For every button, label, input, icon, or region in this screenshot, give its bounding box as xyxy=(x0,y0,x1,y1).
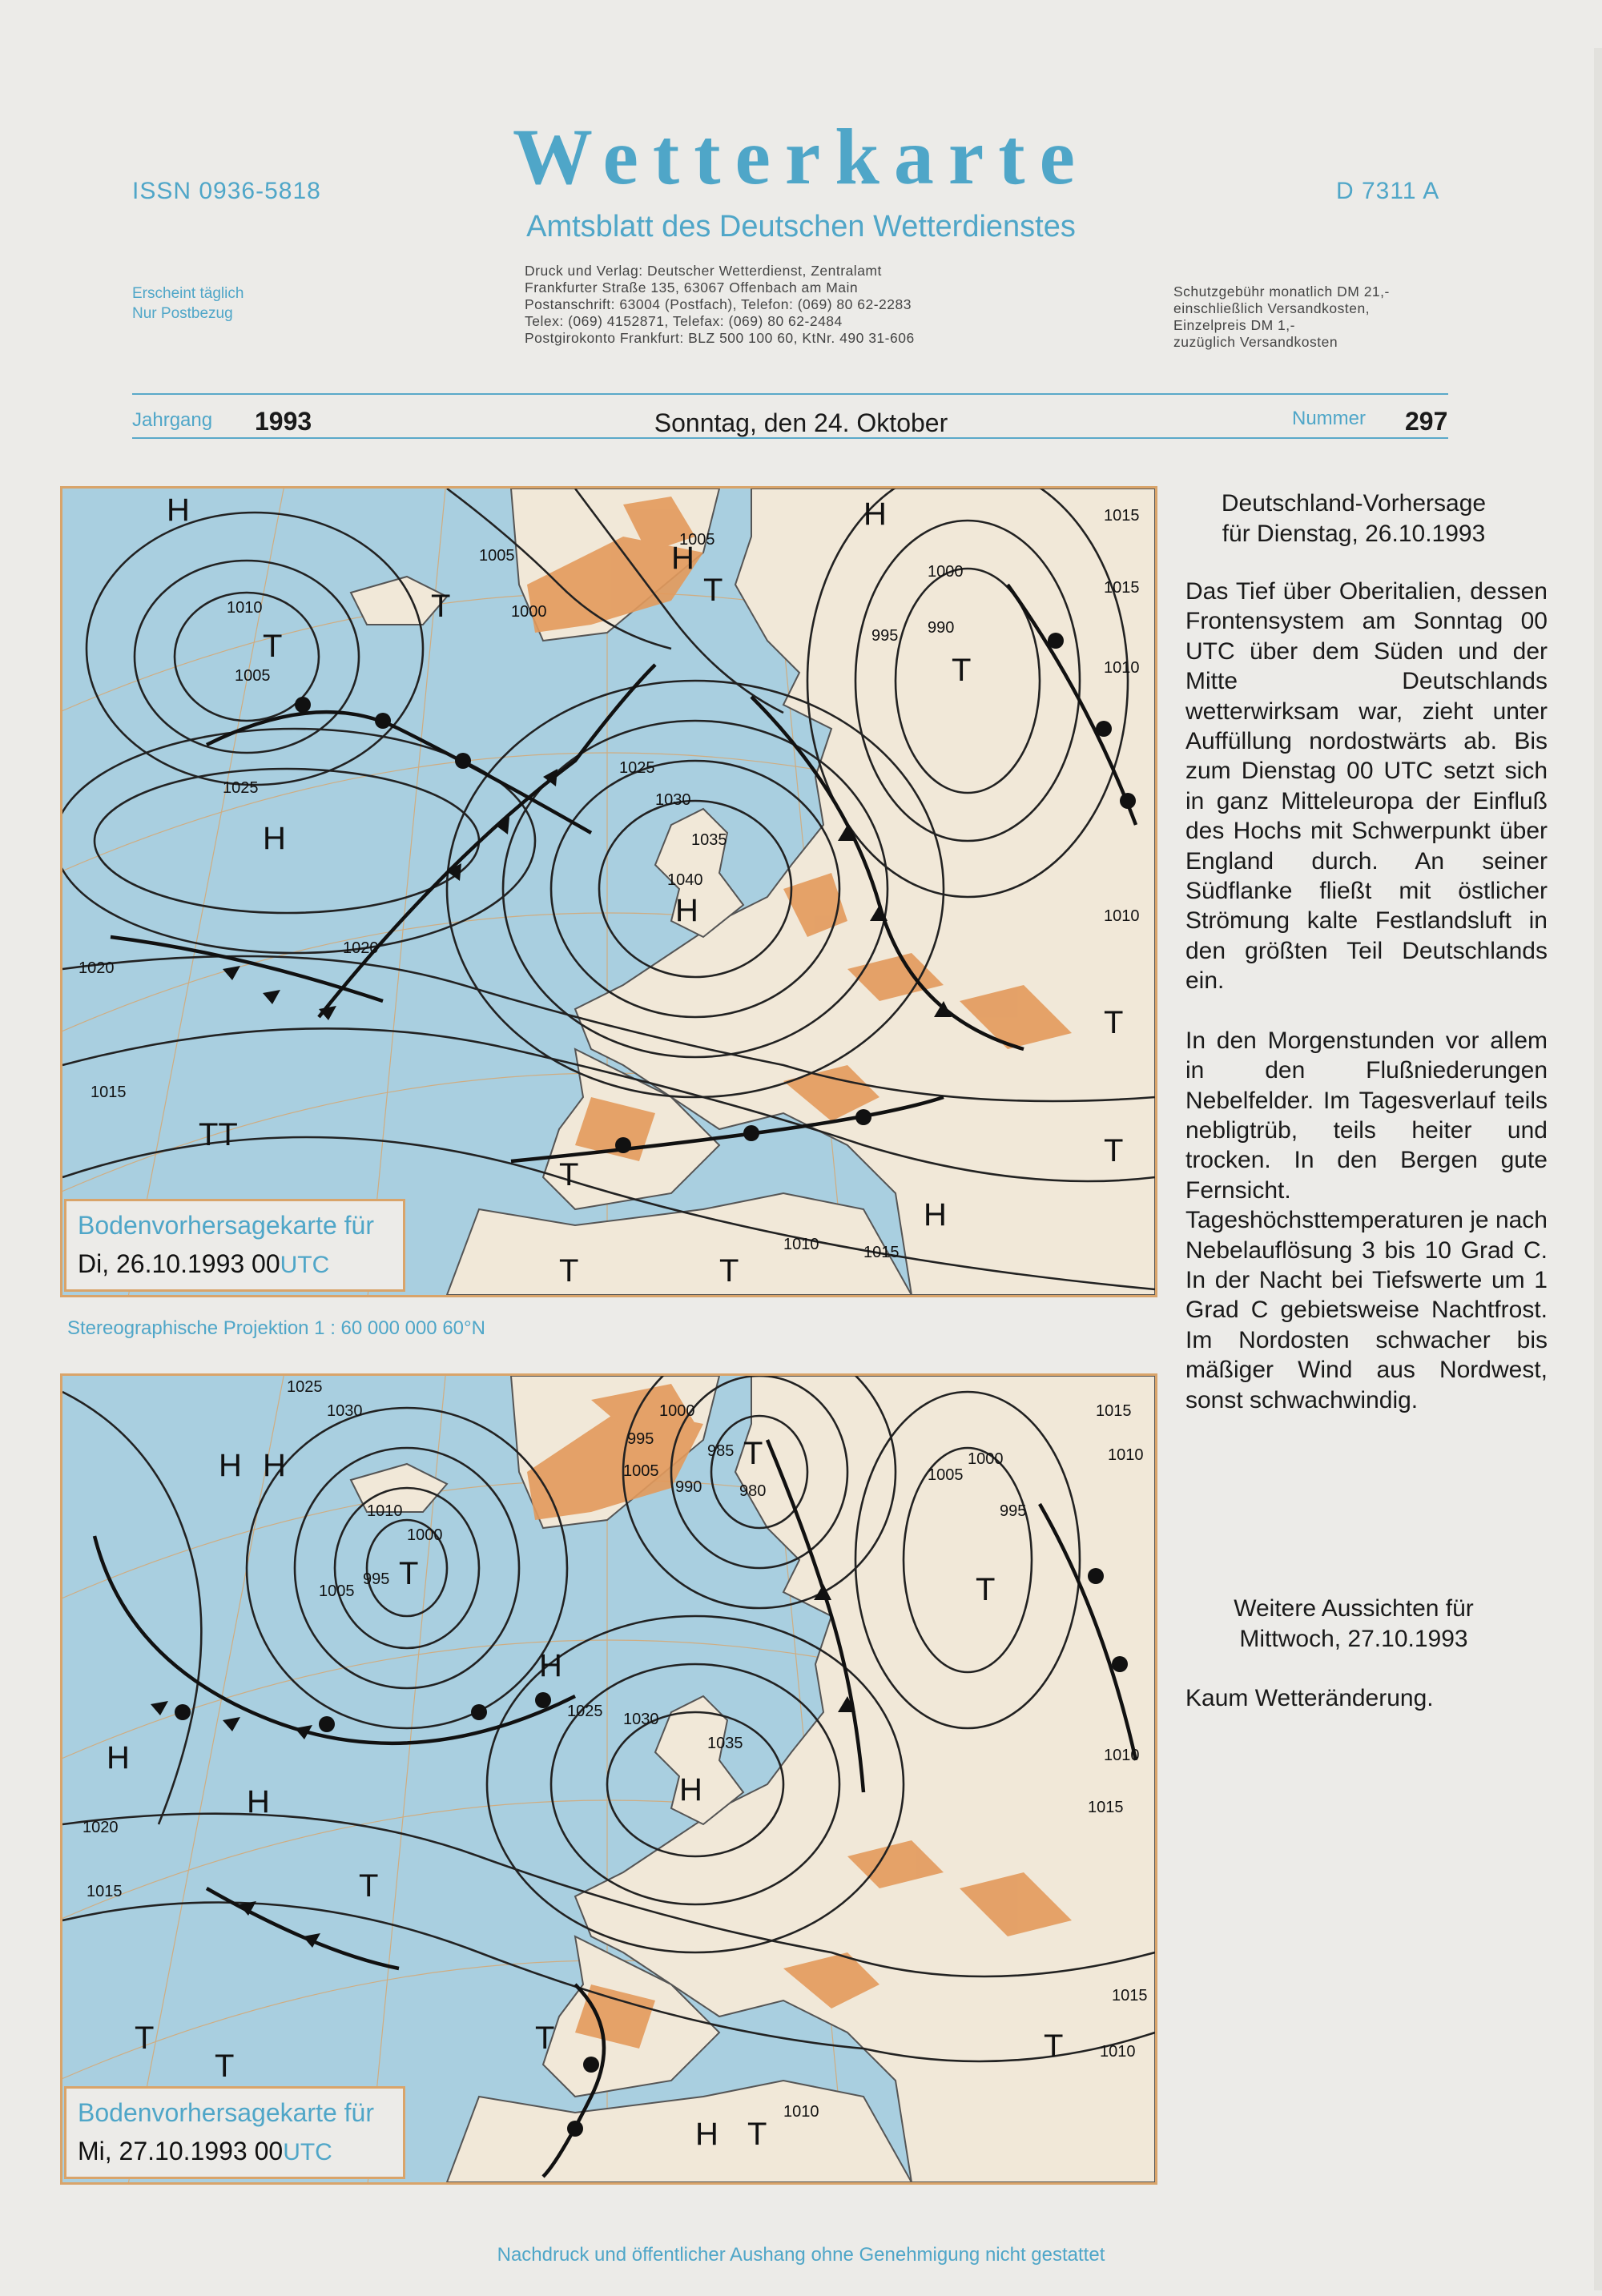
isobar-value: 1035 xyxy=(691,831,727,849)
caption-date-line xyxy=(78,2132,392,2172)
outlook-heading-line: Mittwoch, 27.10.1993 xyxy=(1239,1626,1468,1652)
isobar-value: 1015 xyxy=(91,1084,127,1101)
isobar-value: 1000 xyxy=(968,1450,1004,1468)
isobar-value: 1015 xyxy=(87,1883,123,1900)
low-label: T xyxy=(263,629,283,664)
caption-utc: UTC xyxy=(280,1252,330,1278)
publisher-line: Frankfurter Straße 135, 63067 Offenbach am Main xyxy=(525,279,859,296)
caption-date-line xyxy=(78,1245,392,1285)
isobar-value: 1020 xyxy=(343,939,379,957)
high-label: H xyxy=(675,893,698,928)
forecast-text xyxy=(1185,577,1548,1445)
year-value: 1993 xyxy=(255,407,312,436)
isobar-value: 1000 xyxy=(407,1526,443,1544)
high-label: H xyxy=(924,1197,947,1232)
low-label: T xyxy=(976,1572,996,1607)
fee-line: Einzelpreis DM 1,- xyxy=(1173,317,1295,333)
high-label: H xyxy=(679,1772,702,1807)
isobar-value: 1015 xyxy=(863,1244,900,1261)
high-label: H xyxy=(263,821,286,856)
isobar-value: 1010 xyxy=(783,2103,819,2121)
caption-date: Mi, 27.10.1993 00 xyxy=(78,2137,284,2165)
isobar-value: 1015 xyxy=(1104,579,1140,597)
low-label: T xyxy=(135,2021,155,2056)
isobar-value: 1005 xyxy=(319,1582,355,1600)
low-label: T xyxy=(1104,1133,1124,1168)
isobar-value: 1015 xyxy=(1104,507,1140,525)
isobar-value: 1025 xyxy=(287,1378,323,1396)
isobar-value: 1035 xyxy=(707,1735,743,1752)
isobar-value: 1030 xyxy=(327,1402,363,1420)
caption-title: Bodenvorhersagekarte für xyxy=(78,1211,374,1240)
isobar-value: 1005 xyxy=(235,667,271,685)
fee-block xyxy=(1173,283,1390,351)
isobar-value: 990 xyxy=(675,1478,702,1496)
isobar-value: 995 xyxy=(363,1570,390,1588)
isobar-value: 1025 xyxy=(567,1703,603,1720)
isobar-value: 1005 xyxy=(679,531,715,549)
outlook-heading xyxy=(1185,1594,1522,1655)
isobar-value: 1030 xyxy=(623,1711,659,1728)
isobar-value: 1010 xyxy=(1104,659,1140,677)
appearance-note xyxy=(132,283,244,324)
footer-notice: Nachdruck und öffentlicher Aushang ohne Genehmigung nicht gestattet xyxy=(497,2244,1105,2266)
isobar-value: 1015 xyxy=(1112,1987,1148,2004)
isobar-value: 1015 xyxy=(1096,1402,1132,1420)
isobar-value: 1010 xyxy=(1100,2043,1136,2061)
isobar-value: 1020 xyxy=(78,959,115,977)
high-label: H xyxy=(671,541,694,576)
publisher-line: Telex: (069) 4152871, Telefax: (069) 80 62-2484 xyxy=(525,313,843,329)
isobar-value: 1010 xyxy=(367,1502,403,1520)
number-label: Nummer xyxy=(1292,408,1367,429)
low-label: T xyxy=(215,2049,235,2084)
isobar-value: 985 xyxy=(707,1442,735,1460)
isobar-value: 1040 xyxy=(667,871,703,889)
header-rule-top xyxy=(132,393,1448,395)
caption-date: Di, 26.10.1993 00 xyxy=(78,1249,280,1278)
fee-line: Schutzgebühr monatlich DM 21,- xyxy=(1173,283,1390,300)
header-rule-bottom xyxy=(132,437,1448,439)
forecast-heading-line: Deutschland-Vorhersage xyxy=(1221,490,1487,517)
high-label: H xyxy=(247,1784,270,1820)
low-label: T xyxy=(559,1253,579,1289)
isobar-value: 1010 xyxy=(783,1236,819,1253)
forecast-paragraph: In den Morgenstunden vor allem in den Flußniederungen Nebelfelder. Im Tagesverlauf teils nebligtrüb, teils heiter und trocken. In den Bergen gute Fernsicht. Tageshöchsttemperaturen je nach Nebelauflösung 3 bis 10 Grad C. In der Nacht bei Tiefswerte um 1 Grad C gebietsweise Nachtfrost. Im Nordosten schwacher bis mäßiger Wind aus Nordwest, sonst schwachwindig. xyxy=(1185,1027,1548,1413)
isobar-value: 990 xyxy=(928,619,955,637)
low-label: T xyxy=(1104,1005,1124,1040)
high-label: H xyxy=(167,493,190,528)
low-label: T xyxy=(719,1253,739,1289)
projection-note: Stereographische Projektion 1 : 60 000 000 60°N xyxy=(67,1317,485,1339)
fee-line: einschließlich Versandkosten, xyxy=(1173,300,1371,316)
caption-utc: UTC xyxy=(283,2139,332,2165)
high-label: H xyxy=(539,1648,562,1683)
low-label: T xyxy=(1044,2029,1064,2064)
forecast-heading xyxy=(1185,489,1522,549)
high-label: H xyxy=(263,1448,286,1483)
document-number: D 7311 A xyxy=(1336,178,1440,204)
outlook-heading-line: Weitere Aussichten für xyxy=(1234,1595,1474,1622)
low-label: T xyxy=(359,1868,379,1904)
subtitle: Amtsblatt des Deutschen Wetterdienstes xyxy=(526,210,1076,243)
isobar-value: 1020 xyxy=(83,1819,119,1836)
isobar-value: 1025 xyxy=(619,759,655,777)
forecast-paragraph: Das Tief über Oberitalien, dessen Frontensystem am Sonntag 00 UTC über dem Süden und der Mitte Deutschlands wetterwirksam war, zieht unter Auffüllung nordostwärts ab. Bis zum Dienstag 00 UTC setzt sich in ganz Mitteleuropa der Einfluß des Hochs mit Schwerpunkt über England durch. An seiner Südflanke fließt mit östlicher Strömung kalte Festlandsluft in den größten Teil Deutschlands ein. xyxy=(1185,578,1548,995)
isobar-value: 995 xyxy=(627,1430,654,1448)
isobar-value: 980 xyxy=(739,1482,767,1500)
caption-title: Bodenvorhersagekarte für xyxy=(78,2098,374,2127)
isobar-value: 995 xyxy=(871,627,899,645)
weather-map-tuesday xyxy=(60,486,1157,1297)
high-label: H xyxy=(695,2117,718,2152)
publisher-line: Postgirokonto Frankfurt: BLZ 500 100 60, KtNr. 490 31-606 xyxy=(525,330,915,346)
isobar-value: 1010 xyxy=(1104,907,1140,925)
low-label: T xyxy=(747,2117,767,2152)
isobar-value: 1005 xyxy=(623,1462,659,1480)
low-label: T xyxy=(559,1157,579,1192)
issue-date: Sonntag, den 24. Oktober xyxy=(654,408,948,437)
high-label: H xyxy=(863,497,887,532)
isobar-value: 1000 xyxy=(659,1402,695,1420)
issn: ISSN 0936-5818 xyxy=(132,178,321,204)
high-label: H xyxy=(107,1740,130,1775)
low-label: T xyxy=(399,1556,419,1591)
appearance-line: Erscheint täglich xyxy=(132,285,244,302)
isobar-value: 1030 xyxy=(655,791,691,809)
fee-line: zuzüglich Versandkosten xyxy=(1173,334,1338,350)
isobar-value: 1005 xyxy=(479,547,515,565)
publisher-block xyxy=(525,263,915,347)
low-label: T xyxy=(703,573,723,608)
isobar-value: 1015 xyxy=(1088,1799,1124,1816)
low-label: T xyxy=(743,1436,763,1471)
publisher-line: Druck und Verlag: Deutscher Wetterdienst, Zentralamt xyxy=(525,263,882,279)
low-label: TT xyxy=(199,1117,238,1152)
number-value: 297 xyxy=(1405,407,1448,436)
weather-map-wednesday xyxy=(60,1373,1157,2185)
map-caption-tuesday xyxy=(64,1199,405,1292)
publisher-line: Postanschrift: 63004 (Postfach), Telefon: (069) 80 62-2283 xyxy=(525,296,912,312)
isobar-value: 1000 xyxy=(511,603,547,621)
low-label: T xyxy=(431,589,451,624)
low-label: T xyxy=(535,2021,555,2056)
year-label: Jahrgang xyxy=(132,409,213,431)
paper-edge xyxy=(1594,48,1602,2290)
outlook-text: Kaum Wetteränderung. xyxy=(1185,1685,1434,1711)
isobar-value: 1025 xyxy=(223,779,259,797)
isobar-value: 995 xyxy=(1000,1502,1027,1520)
isobar-value: 1000 xyxy=(928,563,964,581)
isobar-value: 1005 xyxy=(928,1466,964,1484)
isobar-value: 1010 xyxy=(227,599,263,617)
high-label: H xyxy=(219,1448,242,1483)
isobar-value: 1010 xyxy=(1104,1747,1140,1764)
page-title: Wetterkarte xyxy=(513,112,1089,201)
appearance-line: Nur Postbezug xyxy=(132,305,233,322)
forecast-heading-line: für Dienstag, 26.10.1993 xyxy=(1222,521,1486,547)
isobar-value: 1010 xyxy=(1108,1446,1144,1464)
map-caption-wednesday xyxy=(64,2086,405,2179)
low-label: T xyxy=(952,653,972,688)
